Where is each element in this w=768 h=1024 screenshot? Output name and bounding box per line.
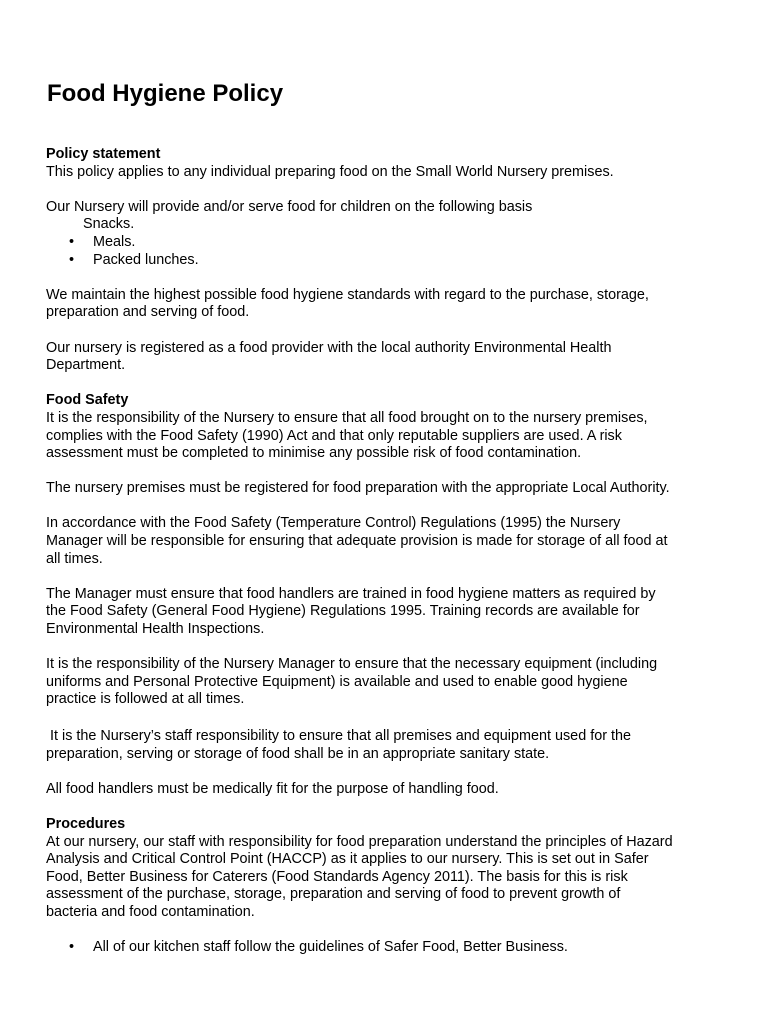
paragraph-line: preparation and serving of food. [46, 304, 250, 321]
heading-food-safety: Food Safety [46, 392, 129, 409]
paragraph-line: Manager will be responsible for ensuring that adequate provision is made for storage of all food at [46, 533, 668, 550]
paragraph-line: It is the responsibility of the Nursery Manager to ensure that the necessary equipment (including [46, 656, 658, 673]
paragraph-line: preparation, serving or storage of food shall be in an appropriate sanitary state. [46, 745, 550, 762]
paragraph-line: complies with the Food Safety (1990) Act and that only reputable suppliers are used. A risk [46, 427, 622, 444]
paragraph-line: Food, Better Business for Caterers (Food Standards Agency 2011). The basis for this is risk [46, 868, 628, 885]
policy-intro: This policy applies to any individual preparing food on the Small World Nursery premises. [46, 163, 614, 180]
food-safety-p1 [46, 410, 746, 463]
paragraph-line: assessment of the purchase, storage, preparation and serving of food to prevent growth of [46, 886, 621, 903]
standards-paragraph [46, 287, 746, 322]
paragraph-line: the Food Safety (General Food Hygiene) Regulations 1995. Training records are available for [46, 603, 640, 620]
paragraph-line: uniforms and Personal Protective Equipment) is available and used to enable good hygiene [46, 673, 628, 690]
paragraph-line: We maintain the highest possible food hygiene standards with regard to the purchase, storage, [46, 286, 649, 303]
food-safety-p4 [46, 586, 746, 639]
basis-list [46, 234, 746, 269]
paragraph-line: Our nursery is registered as a food provider with the local authority Environmental Health [46, 339, 612, 356]
paragraph-line: In accordance with the Food Safety (Temperature Control) Regulations (1995) the Nursery [46, 515, 621, 532]
basis-snacks: Snacks. [83, 216, 135, 233]
food-safety-p5 [46, 656, 746, 709]
paragraph-line: It is the responsibility of the Nursery to ensure that all food brought on to the nursery premises, [46, 409, 648, 426]
heading-policy-statement: Policy statement [46, 146, 161, 162]
paragraph-line: assessment must be completed to minimise any possible risk of food contamination. [46, 445, 582, 462]
food-safety-p7: All food handlers must be medically fit for the purpose of handling food. [46, 780, 499, 797]
document-body [46, 146, 746, 974]
registered-paragraph [46, 340, 746, 375]
food-safety-p6 [46, 728, 746, 763]
list-item: • All of our kitchen staff follow the guidelines of Safer Food, Better Business. [46, 939, 746, 957]
paragraph-line: bacteria and food contamination. [46, 903, 255, 920]
page-title: Food Hygiene Policy [47, 80, 284, 107]
paragraph-line: At our nursery, our staff with responsibility for food preparation understand the principles of Hazard [46, 833, 673, 850]
list-item: • Packed lunches. [46, 252, 746, 270]
heading-procedures: Procedures [46, 815, 126, 832]
basis-line: Our Nursery will provide and/or serve food for children on the following basis [46, 198, 533, 215]
paragraph-line: all times. [46, 550, 103, 567]
paragraph-line: Department. [46, 357, 126, 374]
procedures-p1 [46, 834, 746, 922]
procedures-list [46, 939, 746, 957]
paragraph-line: The Manager must ensure that food handlers are trained in food hygiene matters as required by [46, 585, 656, 602]
paragraph-line: Environmental Health Inspections. [46, 621, 265, 638]
food-safety-p2: The nursery premises must be registered for food preparation with the appropriate Local Authority. [46, 480, 670, 497]
food-safety-p3 [46, 515, 746, 568]
paragraph-line: Analysis and Critical Control Point (HACCP) as it applies to our nursery. This is set out in Safer [46, 851, 649, 868]
paragraph-line: practice is followed at all times. [46, 691, 245, 708]
paragraph-line: It is the Nursery’s staff responsibility to ensure that all premises and equipment used for the [50, 728, 631, 744]
list-item: • Meals. [46, 234, 746, 252]
